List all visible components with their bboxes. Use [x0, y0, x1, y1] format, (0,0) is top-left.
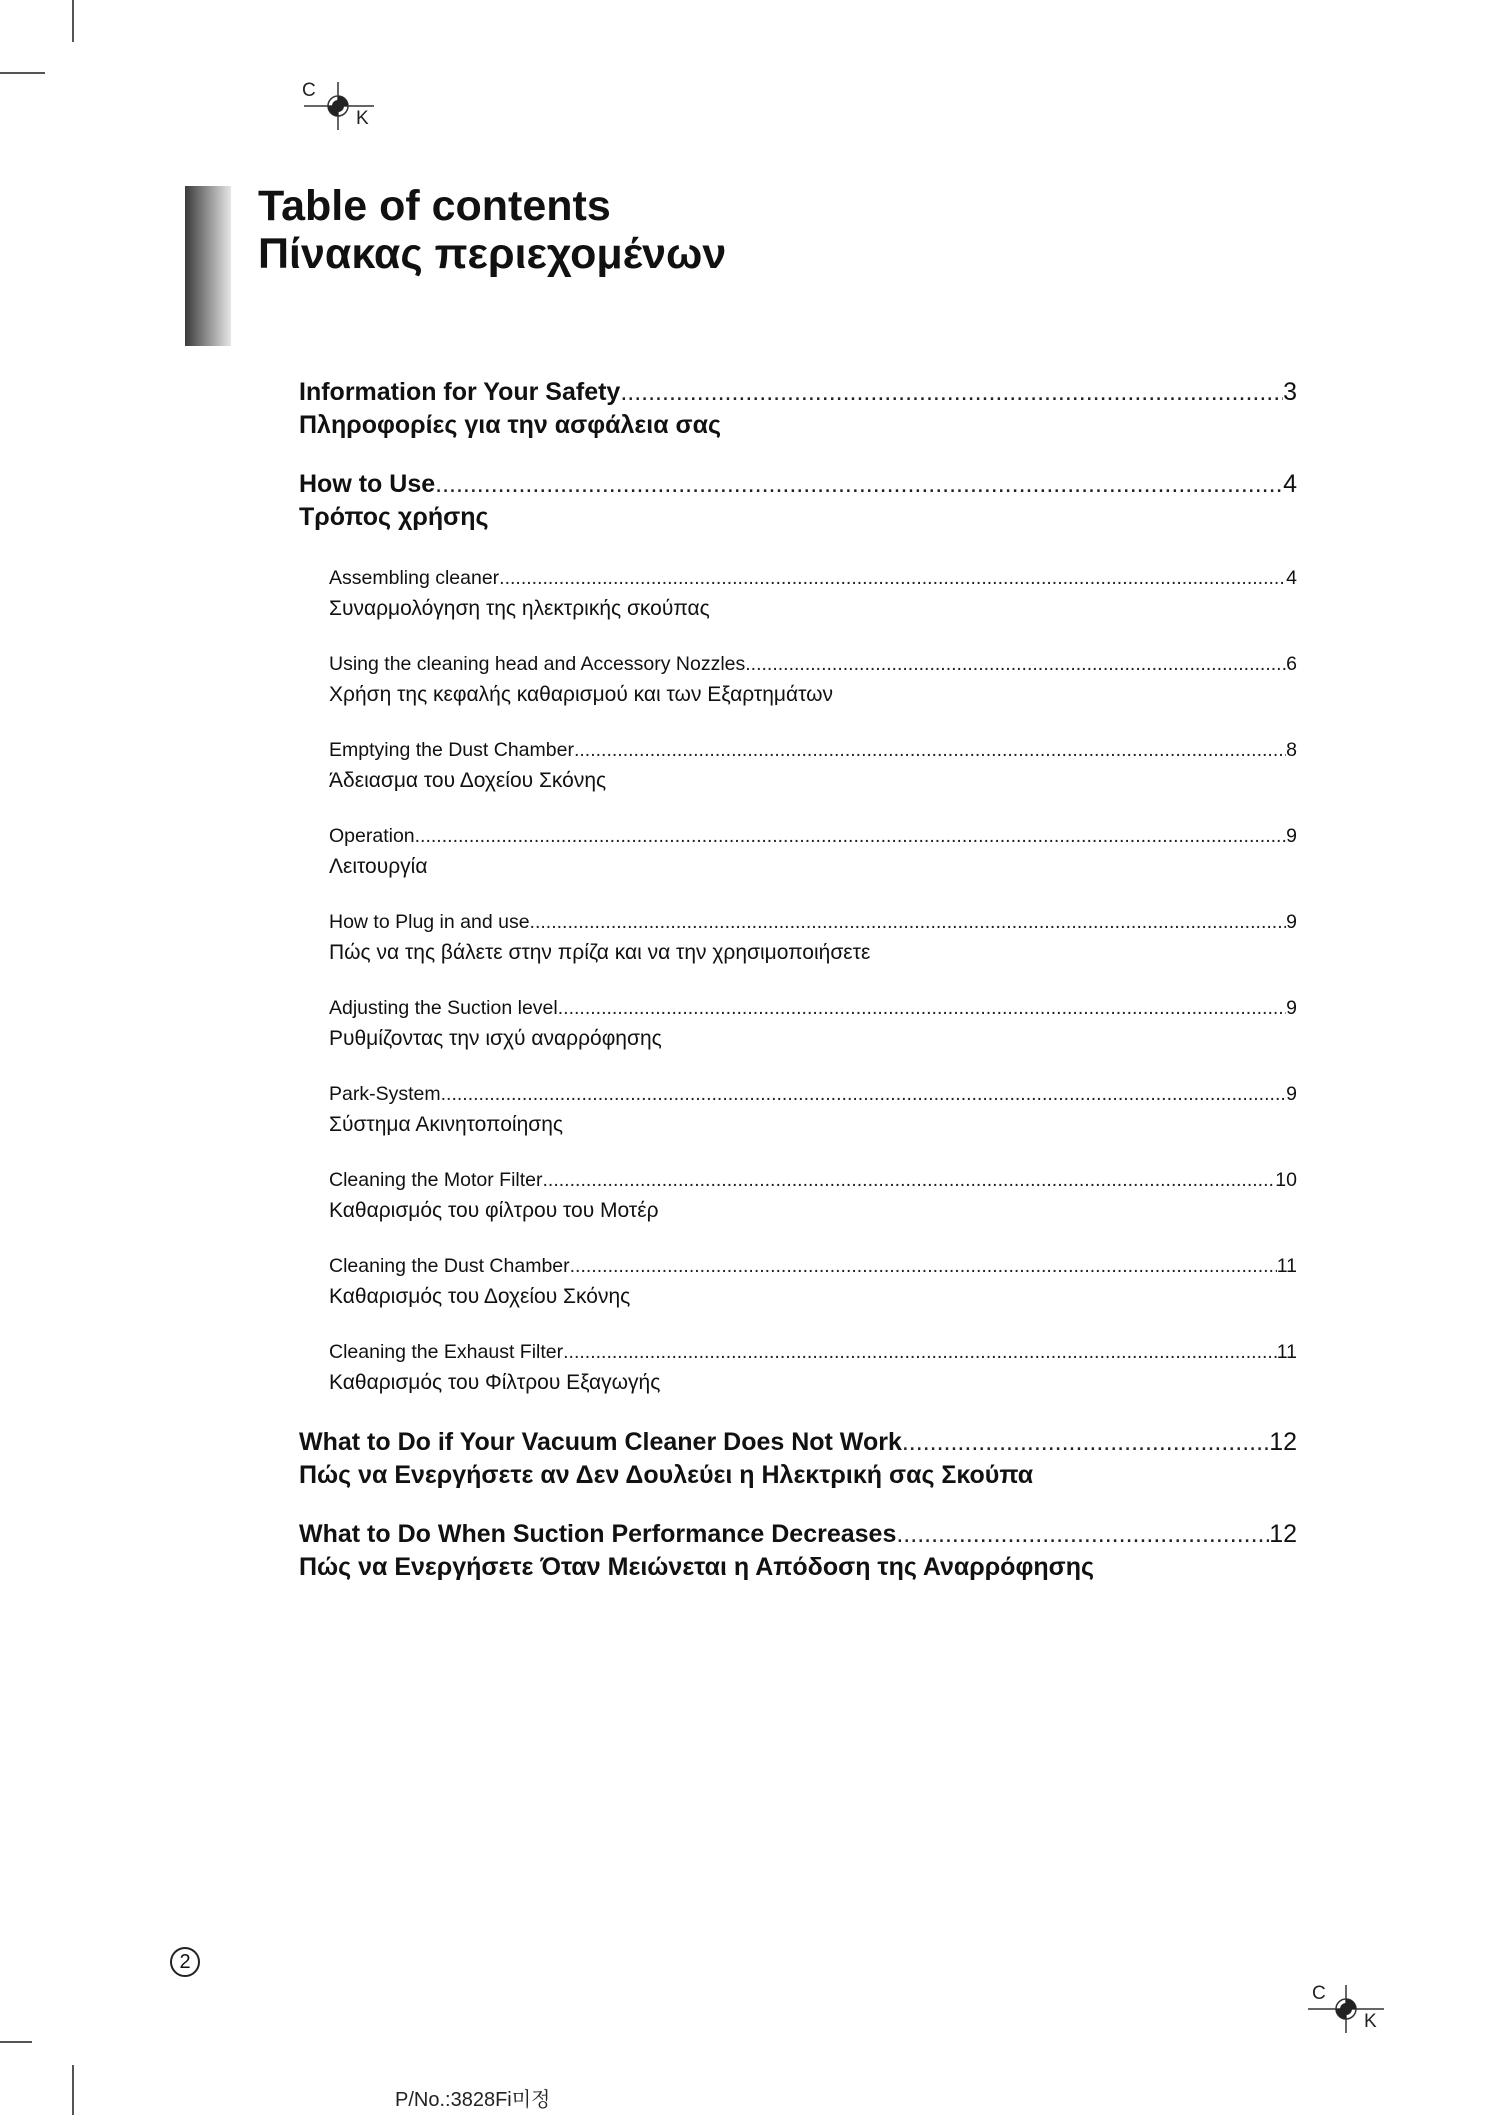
leader-dots: [530, 911, 1287, 934]
leader-dots: [902, 1428, 1269, 1457]
toc-page-number: 12: [1269, 1520, 1297, 1548]
reg-letter-k: K: [1364, 2011, 1377, 2032]
toc-entry[interactable]: [299, 470, 1297, 532]
toc-entry[interactable]: [299, 1428, 1297, 1490]
toc-entry-greek: Σύστημα Ακινητοποίησης: [329, 1113, 564, 1136]
toc-entry-greek: Τρόπος χρήσης: [299, 503, 489, 531]
toc-entry-greek: Πώς να της βάλετε στην πρίζα και να την χρησιμοποιήσετε: [329, 941, 871, 964]
toc-entry-title: How to Plug in and use: [329, 911, 530, 933]
toc-page-number: 6: [1286, 653, 1297, 675]
leader-dots: [574, 739, 1286, 762]
toc-page-number: 12: [1269, 1428, 1297, 1456]
toc-entry-greek: Πώς να Ενεργήσετε Όταν Μειώνεται η Απόδοση της Αναρρόφησης: [299, 1553, 1094, 1581]
toc-entry[interactable]: [299, 1520, 1297, 1582]
toc-entry[interactable]: [329, 1341, 1297, 1395]
registration-mark-bottom: [1306, 1983, 1386, 2035]
crop-mark: [0, 2041, 32, 2043]
toc-entry-greek: Πώς να Ενεργήσετε αν Δεν Δουλεύει η Ηλεκτρική σας Σκούπα: [299, 1461, 1034, 1489]
toc-entry-greek: Καθαρισμός του Δοχείου Σκόνης: [329, 1285, 631, 1308]
toc-page-number: 9: [1286, 1083, 1297, 1105]
toc-entry-greek: Συναρμολόγηση της ηλεκτρικής σκούπας: [329, 597, 710, 620]
toc-entry-greek: Καθαρισμός του Φίλτρου Εξαγωγής: [329, 1371, 661, 1394]
toc-page-number: 10: [1275, 1169, 1297, 1191]
registration-mark-top: [296, 80, 376, 132]
toc-entry[interactable]: [329, 911, 1297, 965]
toc-page-number: 9: [1286, 911, 1297, 933]
page-title-greek: Πίνακας περιεχομένων: [258, 230, 727, 278]
toc-entry-greek: Χρήση της κεφαλής καθαρισμού και των Εξαρτημάτων: [329, 683, 834, 706]
page-title: [258, 182, 726, 278]
toc-entry-title: How to Use: [299, 470, 436, 498]
page-number: 2: [170, 1947, 200, 1977]
toc-entry-title: Adjusting the Suction level: [329, 997, 558, 1019]
toc-entry[interactable]: [299, 378, 1297, 440]
leader-dots: [441, 1083, 1287, 1106]
leader-dots: [435, 470, 1283, 499]
toc-entry[interactable]: [329, 825, 1297, 879]
toc-entry[interactable]: [329, 739, 1297, 793]
leader-dots: [558, 997, 1286, 1020]
crop-mark: [72, 2065, 74, 2115]
toc-entry-title: Operation: [329, 825, 415, 847]
toc-page-number: 4: [1283, 470, 1297, 498]
crop-mark: [72, 0, 74, 42]
toc-page-number: 8: [1286, 739, 1297, 761]
toc-entry-title: Cleaning the Exhaust Filter: [329, 1341, 564, 1363]
toc-entry-title: Emptying the Dust Chamber: [329, 739, 574, 761]
toc-entry-title: Information for Your Safety: [299, 378, 621, 406]
title-gradient-bar: [185, 186, 231, 346]
toc-entry[interactable]: [329, 567, 1297, 621]
reg-letter-k: K: [356, 108, 369, 129]
reg-letter-c: C: [1312, 1983, 1326, 2004]
toc-entry-greek: Λειτουργία: [329, 855, 428, 878]
toc-page-number: 3: [1283, 378, 1297, 406]
toc-entry-greek: Άδειασμα του Δοχείου Σκόνης: [329, 769, 607, 792]
leader-dots: [543, 1169, 1276, 1192]
toc-entry-title: Cleaning the Motor Filter: [329, 1169, 543, 1191]
toc-entry-greek: Πληροφορίες για την ασφάλεια σας: [299, 411, 722, 439]
toc-page-number: 9: [1286, 825, 1297, 847]
toc-entry-title: Cleaning the Dust Chamber: [329, 1255, 570, 1277]
toc-page-number: 9: [1286, 997, 1297, 1019]
toc-entry-title: What to Do When Suction Performance Decreases: [299, 1520, 897, 1548]
toc-entry[interactable]: [329, 1255, 1297, 1309]
toc-entry-title: Park-System: [329, 1083, 441, 1105]
crop-mark: [0, 72, 45, 74]
toc-entry-greek: Ρυθμίζοντας την ισχύ αναρρόφησης: [329, 1027, 662, 1050]
leader-dots: [570, 1255, 1277, 1278]
toc-entry[interactable]: [329, 997, 1297, 1051]
leader-dots: [499, 567, 1286, 590]
toc-entry[interactable]: [329, 1169, 1297, 1223]
leader-dots: [415, 825, 1287, 848]
reg-letter-c: C: [302, 80, 316, 101]
leader-dots: [620, 378, 1283, 407]
toc-entry-title: Assembling cleaner: [329, 567, 500, 589]
toc-entry[interactable]: [329, 1083, 1297, 1137]
part-number-footer: P/No.:3828Fi미정: [395, 2089, 551, 2111]
toc-page-number: 11: [1276, 1341, 1297, 1363]
toc-entry-title: What to Do if Your Vacuum Cleaner Does Not Work: [299, 1428, 902, 1456]
toc-page-number: 11: [1276, 1255, 1297, 1277]
leader-dots: [745, 653, 1286, 676]
leader-dots: [563, 1341, 1277, 1364]
leader-dots: [896, 1520, 1269, 1549]
page-title-english: Table of contents: [258, 182, 611, 230]
toc-entry[interactable]: [329, 653, 1297, 707]
toc-entry-greek: Καθαρισμός του φίλτρου του Μοτέρ: [329, 1199, 659, 1222]
toc-entry-title: Using the cleaning head and Accessory Nozzles: [329, 653, 746, 675]
toc-page-number: 4: [1286, 567, 1297, 589]
